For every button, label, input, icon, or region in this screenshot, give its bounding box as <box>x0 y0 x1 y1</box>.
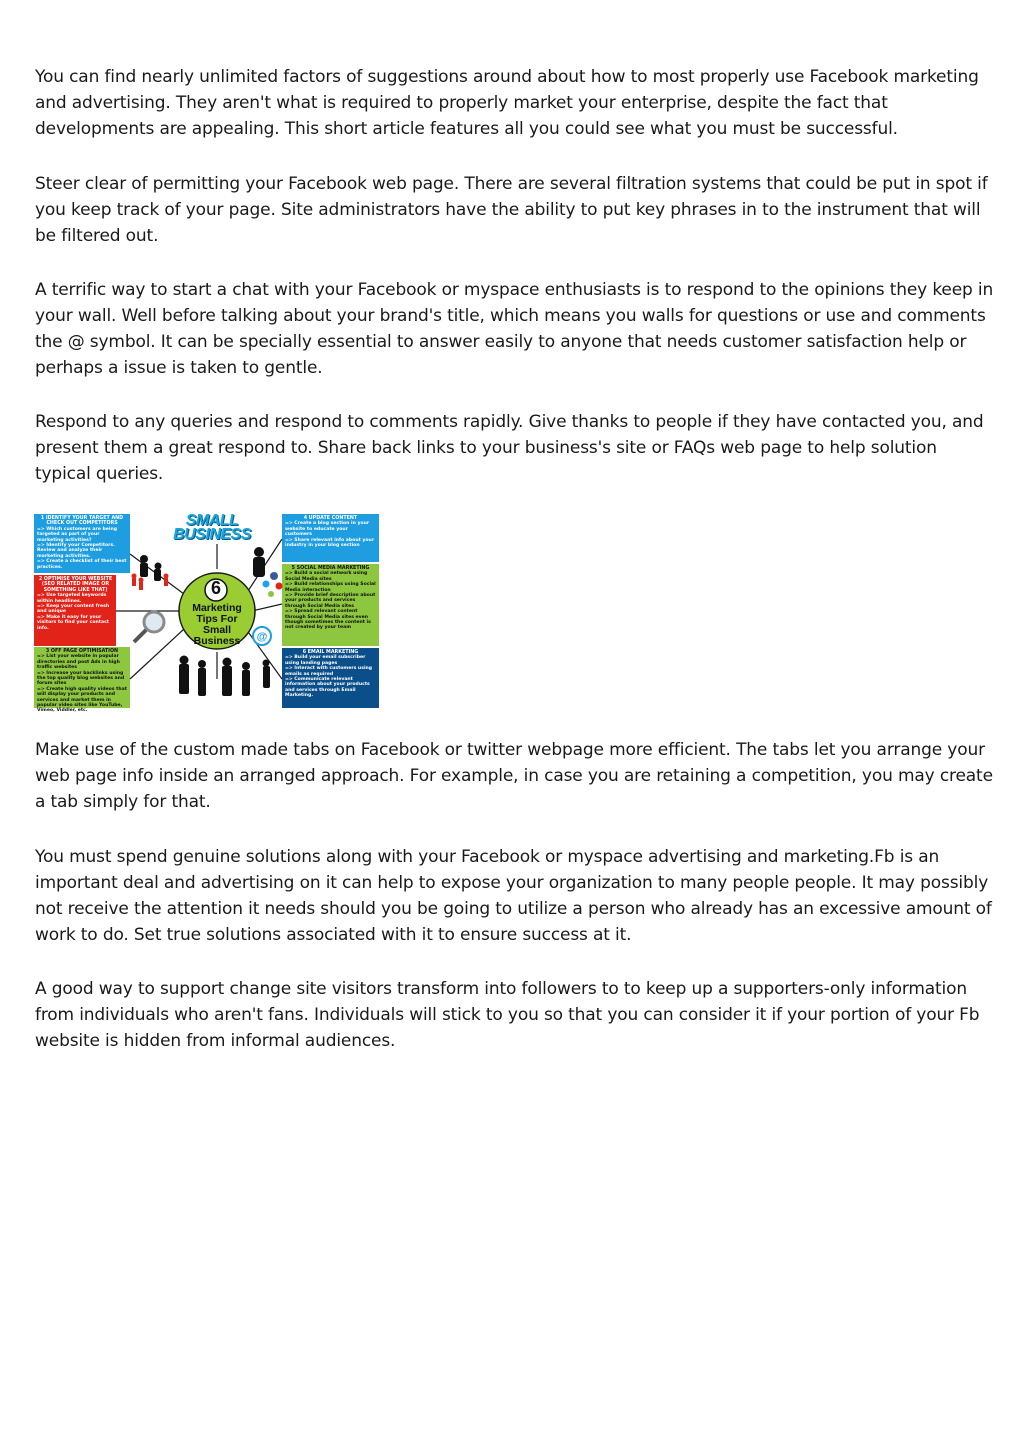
panel-5-item: => Build a social network using Social Media sites <box>285 571 368 582</box>
svg-text:@: @ <box>256 631 268 643</box>
panel-1-item: => Identify your Competitors. Review and analyze their marketing activities. <box>37 543 115 559</box>
panel-4-heading: 4 UPDATE CONTENT <box>303 516 358 521</box>
panel-4-item: => Share relevant info about your industry in your blog section <box>285 537 375 549</box>
panel-5-item: => Spread relevant content through Social Media sites even though sometimes the content is not created by your team <box>285 609 371 631</box>
paragraph-5: Make use of the custom made tabs on Facebook or twitter webpage more efficient. The tabs let you arrange your web page info inside an arranged approach. For example, in case you are retaining a competition, you may create a tab simply for that. <box>35 740 993 812</box>
panel-6-heading: 6 EMAIL MARKETING <box>302 650 359 655</box>
panel-5-item: => Build relationships using Social Media interaction <box>285 582 376 593</box>
panel-5-heading: 5 SOCIAL MEDIA MARKETING <box>291 566 370 571</box>
paragraph-2: Steer clear of permitting your Facebook web page. There are several filtration systems that could be put in spot if you keep track of your page. Site administrators have the ability to put key phrases in to the instrument that will be filtered out. <box>35 174 988 246</box>
infographic-title: Marketing Tips For Small Business <box>192 602 242 647</box>
panel-2-item: => Use targeted keywords within headlines. <box>37 593 107 604</box>
paragraph-3: A terrific way to start a chat with your Facebook or myspace enthusiasts is to respond to the opinions they keep in your wall. Well before talking about your brand's title, which means you walls for questions or use and comments the @ symbol. It can be specially essential to answer easily to anyone that needs customer satisfaction help or perhaps a issue is taken to gentle. <box>35 280 994 378</box>
social-icons <box>263 572 283 597</box>
panel-1-item: => Create a checklist of their best practices. <box>37 559 127 570</box>
paragraph-7: A good way to support change site visitors transform into followers to to keep up a supporters-only information from individuals who aren't fans. Individuals will stick to you so that you can consider it if your portion of your Fb website is hidden from informal audiences. <box>35 979 980 1051</box>
panel-4 <box>285 516 376 561</box>
email-at-icon <box>253 627 271 645</box>
panel-6-item: => Communicate relevant information about your products and services through Email Marketing. <box>285 677 370 699</box>
panel-2 <box>37 577 114 644</box>
red-figures <box>132 574 169 591</box>
paragraph-1: You can find nearly unlimited factors of suggestions around about how to most properly use Facebook marketing and advertising. They aren't what is required to properly market your enterprise, despite the fact that developments are appealing. This short article features all you could see what you must be successful. <box>35 67 979 139</box>
panel-1-heading: 1 IDENTIFY YOUR TARGET AND CHECK OUT COMPETITORS <box>40 516 124 527</box>
panel-2-item: => Make it easy for your visitors to find your contact info. <box>37 614 109 631</box>
infographic-brand: SMALL BUSINESS <box>173 512 251 543</box>
panel-2-heading: 2 OPTIMISE YOUR WEBSITE (SEO RELATED IMAGE OR SOMETHING LIKE THAT) <box>38 577 113 593</box>
panel-3-item: => Increase your backlinks using the top quality blog websites and forum sites <box>37 670 125 687</box>
magnifier-icon <box>134 612 164 642</box>
panel-3-item: => List your website in popular directories and post Ads in high traffic websites <box>37 654 120 671</box>
panel-4-item: => Create a blog section in your website to educate your customers <box>285 521 370 538</box>
panel-3-heading: 3 OFF PAGE OPTIMISATION <box>45 649 119 654</box>
panel-3 <box>37 649 127 714</box>
panel-1-item: => Which customers are being targeted as part of your marketing activities? <box>37 526 118 543</box>
panel-1 <box>37 516 127 572</box>
panel-3-item: => Create high quality videos that will display your products and services and market them in popular video sites like YouTube, Vimeo, Viddler, etc. <box>37 686 127 714</box>
paragraph-4: Respond to any queries and respond to comments rapidly. Give thanks to people if they have contacted you, and present them a great respond to. Share back links to your business's site or FAQs web page to help solution typical queries. <box>35 412 984 484</box>
panel-5 <box>285 566 376 645</box>
marketing-tips-infographic <box>34 512 379 714</box>
panel-6 <box>285 650 376 707</box>
paragraph-6: You must spend genuine solutions along with your Facebook or myspace advertising and marketing.Fb is an important deal and advertising on it can help to expose your organization to many people people. It may possibly not receive the attention it needs should you be going to utilize a person who already has an excessive amount of work to do. Set true solutions associated with it to ensure success at it. <box>35 847 992 945</box>
panel-5-item: => Provide brief description about your products and services through Social Media sites <box>285 593 376 609</box>
panel-2-item: => Keep your content fresh and unique <box>37 604 110 615</box>
panel-6-item: => Interact with customers using emails as required <box>285 666 373 677</box>
infographic-number: 6 <box>210 578 221 598</box>
panel-6-item: => Build your email subscriber using landing pages <box>285 655 366 666</box>
